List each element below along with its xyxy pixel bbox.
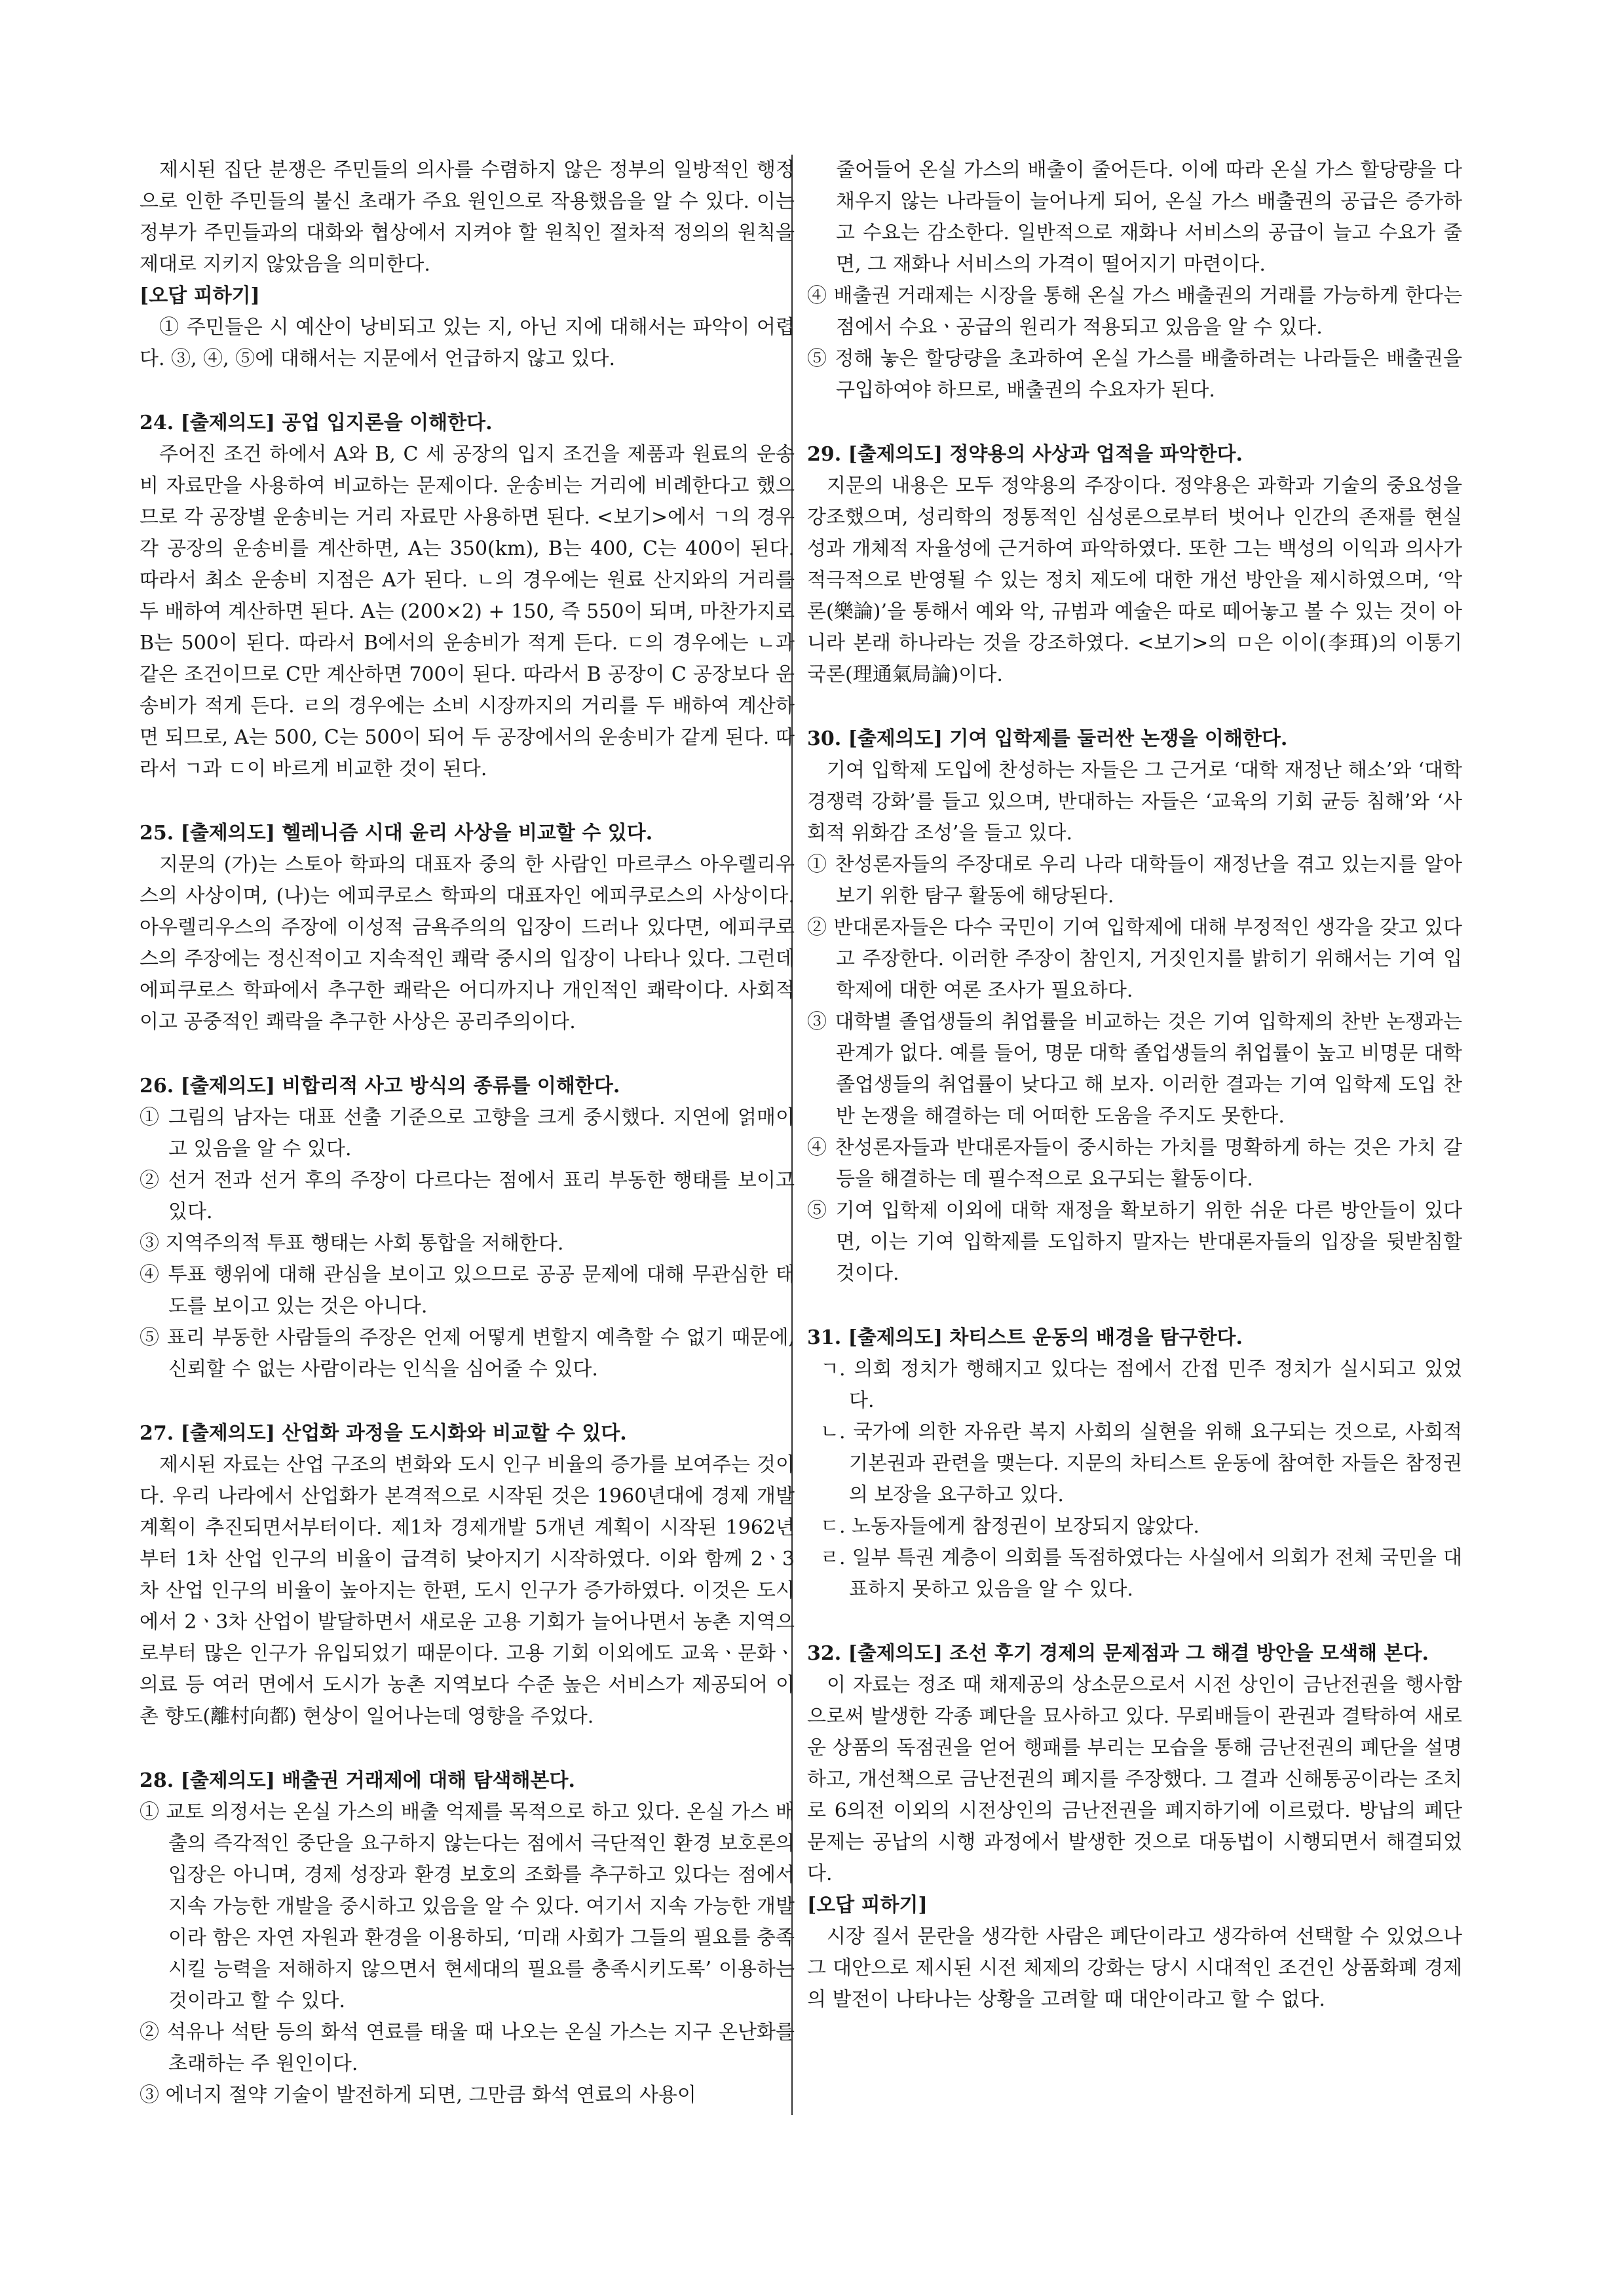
question-25-heading: 25. [출제의도] 헬레니즘 시대 윤리 사상을 비교할 수 있다. xyxy=(140,822,653,845)
question-31-item: ㄷ. 노동자들에게 참정권이 보장되지 않았다. xyxy=(820,1515,1199,1538)
intro-paragraph: 제시된 집단 분쟁은 주민들의 의사를 수렴하지 않은 정부의 일방적인 행정으로 인한 주민들의 불신 초래가 주요 원인으로 작용했음을 알 수 있다. 이는 정부가 주민들과의 대화와 협상에서 지켜야 할 원칙인 절차적 정의의 원칙을 제대로 지키지 않았음을 의미한다. xyxy=(140,159,795,276)
question-26-item: ② 선거 전과 선거 후의 주장이 다르다는 점에서 표리 부동한 행태를 보이고 있다. xyxy=(140,1169,795,1223)
question-24-text: 주어진 조건 하에서 A와 B, C 세 공장의 입지 조건을 제품과 원료의 운송비 자료만을 사용하여 비교하는 문제이다. 운송비는 거리에 비례한다고 했으므로 각 공장별 운송비는 거리 자료만 사용하면 된다. <보기>에서 ㄱ의 경우 각 공장의 운송비를 계산하면, A는 350(km), B는 400, C는 400이 된다. 따라서 최소 운송비 지점은 A가 된다. ㄴ의 경우에는 원료 산지와의 거리를 두 배하여 계산하면 된다. A는 (200×2) + 150, 즉 550이 되며, 마찬가지로 B는 500이 된다. 따라서 B에서의 운송비가 적게 든다. ㄷ의 경우에는 ㄴ과 같은 조건이므로 C만 계산하면 700이 된다. 따라서 B 공장이 C 공장보다 운송비가 적게 든다. ㄹ의 경우에는 소비 시장까지의 거리를 두 배하여 계산하면 되므로, A는 500, C는 500이 되어 두 공장에서의 운송비가 같게 된다. 따라서 ㄱ과 ㄷ이 바르게 비교한 것이 된다. xyxy=(140,443,795,780)
question-31-item: ㄴ. 국가에 의한 자유란 복지 사회의 실현을 위해 요구되는 것으로, 사회적 기본권과 관련을 맺는다. 지문의 차티스트 운동에 참여한 자들은 참정권의 보장을 요구하고 있다. xyxy=(820,1421,1462,1506)
question-28-heading: 28. [출제의도] 배출권 거래제에 대해 탐색해본다. xyxy=(140,1769,575,1792)
question-26-item: ④ 투표 행위에 대해 관심을 보이고 있으므로 공공 문제에 대해 무관심한 태도를 보이고 있는 것은 아니다. xyxy=(140,1263,795,1318)
question-29-heading: 29. [출제의도] 정약용의 사상과 업적을 파악한다. xyxy=(807,443,1243,466)
question-26-heading: 26. [출제의도] 비합리적 사고 방식의 종류를 이해한다. xyxy=(140,1075,620,1098)
question-27-text: 제시된 자료는 산업 구조의 변화와 도시 인구 비율의 증가를 보여주는 것이다. 우리 나라에서 산업화가 본격적으로 시작된 것은 1960년대에 경제 개발 계획이 추진되면서부터이다. 제1차 경제개발 5개년 계획이 시작된 1962년부터 1차 산업 인구의 비율이 급격히 낮아지기 시작하였다. 이와 함께 2ㆍ3차 산업 인구의 비율이 높아지는 한편, 도시 인구가 증가하였다. 이것은 도시에서 2ㆍ3차 산업이 발달하면서 새로운 고용 기회가 늘어나면서 농촌 지역으로부터 많은 인구가 유입되었기 때문이다. 고용 기회 이외에도 교육ㆍ문화ㆍ의료 등 여러 면에서 도시가 농촌 지역보다 수준 높은 서비스가 제공되어 이촌 향도(離村向都) 현상이 일어나는데 영향을 주었다. xyxy=(140,1453,795,1728)
question-29-text: 지문의 내용은 모두 정약용의 주장이다. 정약용은 과학과 기술의 중요성을 강조했으며, 성리학의 정통적인 심성론으로부터 벗어나 인간의 존재를 현실성과 개체적 자율성에 근거하여 파악하였다. 또한 그는 백성의 이익과 의사가 적극적으로 반영될 수 있는 정치 제도에 대한 개선 방안을 제시하였으며, ‘악론(樂論)’을 통해서 예와 악, 규범과 예술은 따로 떼어놓고 볼 수 있는 것이 아니라 본래 하나라는 것을 강조하였다. <보기>의 ㅁ은 이이(李珥)의 이통기국론(理通氣局論)이다. xyxy=(807,474,1462,686)
question-30-item: ⑤ 기여 입학제 이외에 대학 재정을 확보하기 위한 쉬운 다른 방안들이 있다면, 이는 기여 입학제를 도입하지 말자는 반대론자들의 입장을 뒷받침할 것이다. xyxy=(807,1199,1462,1285)
question-30-item: ① 찬성론자들의 주장대로 우리 나라 대학들이 재정난을 겪고 있는지를 알아보기 위한 탐구 활동에 해당된다. xyxy=(807,853,1462,908)
left-column xyxy=(140,155,795,2111)
question-31-item: ㄹ. 일부 특권 계층이 의회를 독점하였다는 사실에서 의회가 전체 국민을 대표하지 못하고 있음을 알 수 있다. xyxy=(820,1546,1462,1601)
question-24-heading: 24. [출제의도] 공업 입지론을 이해한다. xyxy=(140,411,493,434)
question-32-heading: 32. [출제의도] 조선 후기 경제의 문제점과 그 해결 방안을 모색해 본다. xyxy=(807,1642,1429,1665)
question-28-item: ① 교토 의정서는 온실 가스의 배출 억제를 목적으로 하고 있다. 온실 가스 배출의 즉각적인 중단을 요구하지 않는다는 점에서 극단적인 환경 보호론의 입장은 아니며, 경제 성장과 환경 보호의 조화를 추구하고 있다는 점에서 지속 가능한 개발을 중시하고 있음을 알 수 있다. 여기서 지속 가능한 개발이라 함은 자연 자원과 환경을 이용하되, ‘미래 사회가 그들의 필요를 충족시킬 능력을 저해하지 않으면서 현세대의 필요를 충족시키도록’ 이용하는 것이라고 할 수 있다. xyxy=(140,1801,795,2012)
question-30-item: ③ 대학별 졸업생들의 취업률을 비교하는 것은 기여 입학제의 찬반 논쟁과는 관계가 없다. 예를 들어, 명문 대학 졸업생들의 취업률이 높고 비명문 대학 졸업생들의 취업률이 낮다고 해 보자. 이러한 결과는 기여 입학제 도입 찬반 논쟁을 해결하는 데 어떠한 도움을 주지도 못한다. xyxy=(807,1010,1462,1128)
wrong-answer-heading: [오답 피하기] xyxy=(807,1894,928,1917)
question-26-item: ③ 지역주의적 투표 행태는 사회 통합을 저해한다. xyxy=(140,1232,564,1255)
question-28-item: ② 석유나 석탄 등의 화석 연료를 태울 때 나오는 온실 가스는 지구 온난화를 초래하는 주 원인이다. xyxy=(140,2021,795,2075)
wrong-answer-heading: [오답 피하기] xyxy=(140,284,260,307)
question-26-item: ① 그림의 남자는 대표 선출 기준으로 고향을 크게 중시했다. 지연에 얽매이고 있음을 알 수 있다. xyxy=(140,1106,795,1160)
question-28-item: ⑤ 정해 놓은 할당량을 초과하여 온실 가스를 배출하려는 나라들은 배출권을 구입하여야 하므로, 배출권의 수요자가 된다. xyxy=(807,347,1462,402)
question-25-text: 지문의 (가)는 스토아 학파의 대표자 중의 한 사람인 마르쿠스 아우렐리우스의 사상이며, (나)는 에피쿠로스 학파의 대표자인 에피쿠로스의 사상이다. 아우렐리우스의 주장에 이성적 금욕주의의 입장이 드러나 있다면, 에피쿠로스의 주장에는 정신적이고 지속적인 쾌락 중시의 입장이 나타나 있다. 그런데 에피쿠로스 학파에서 추구한 쾌락은 어디까지나 개인적인 쾌락이다. 사회적이고 공중적인 쾌락을 추구한 사상은 공리주의이다. xyxy=(140,853,795,1033)
question-31-heading: 31. [출제의도] 차티스트 운동의 배경을 탐구한다. xyxy=(807,1326,1243,1349)
question-27-heading: 27. [출제의도] 산업화 과정을 도시화와 비교할 수 있다. xyxy=(140,1422,627,1445)
question-30-text: 기여 입학제 도입에 찬성하는 자들은 그 근거로 ‘대학 재정난 해소’와 ‘대학 경쟁력 강화’를 들고 있으며, 반대하는 자들은 ‘교육의 기회 균등 침해’와 ‘사회적 위화감 조성’을 들고 있다. xyxy=(807,759,1462,845)
question-32-text: 이 자료는 정조 때 채제공의 상소문으로서 시전 상인이 금난전권을 행사함으로써 발생한 각종 폐단을 묘사하고 있다. 무뢰배들이 관권과 결탁하여 새로운 상품의 독점권을 얻어 행패를 부리는 모습을 통해 금난전권의 폐단을 설명하고, 개선책으로 금난전권의 폐지를 주장했다. 그 결과 신해통공이라는 조치로 6의전 이외의 시전상인의 금난전권을 폐지하기에 이르렀다. 방납의 폐단 문제는 공납의 시행 과정에서 발생한 것으로 대동법이 시행되면서 해결되었다. xyxy=(807,1674,1462,1885)
question-30-heading: 30. [출제의도] 기여 입학제를 둘러싼 논쟁을 이해한다. xyxy=(807,727,1288,750)
right-column xyxy=(807,155,1462,2016)
question-30-item: ② 반대론자들은 다수 국민이 기여 입학제에 대해 부정적인 생각을 갖고 있다고 주장한다. 이러한 주장이 참인지, 거짓인지를 밝히기 위해서는 기여 입학제에 대한 여론 조사가 필요하다. xyxy=(807,916,1462,1002)
question-28-item: ④ 배출권 거래제는 시장을 통해 온실 가스 배출권의 거래를 가능하게 한다는 점에서 수요ㆍ공급의 원리가 적용되고 있음을 알 수 있다. xyxy=(807,284,1462,339)
question-31-item: ㄱ. 의회 정치가 행해지고 있다는 점에서 간접 민주 정치가 실시되고 있었다. xyxy=(820,1358,1462,1412)
question-28-item: ③ 에너지 절약 기술이 발전하게 되면, 그만큼 화석 연료의 사용이 xyxy=(140,2084,696,2107)
question-26-item: ⑤ 표리 부동한 사람들의 주장은 언제 어떻게 변할지 예측할 수 없기 때문에, 신뢰할 수 없는 사람이라는 인식을 심어줄 수 있다. xyxy=(140,1326,795,1381)
wrong-answer-text: 시장 질서 문란을 생각한 사람은 폐단이라고 생각하여 선택할 수 있었으나 그 대안으로 제시된 시전 체제의 강화는 당시 시대적인 조건인 상품화폐 경제의 발전이 나타나는 상황을 고려할 때 대안이라고 할 수 없다. xyxy=(807,1925,1462,2011)
wrong-answer-text: ① 주민들은 시 예산이 낭비되고 있는 지, 아닌 지에 대해서는 파악이 어렵다. ③, ④, ⑤에 대해서는 지문에서 언급하지 않고 있다. xyxy=(140,316,795,370)
question-30-item: ④ 찬성론자들과 반대론자들이 중시하는 가치를 명확하게 하는 것은 가치 갈등을 해결하는 데 필수적으로 요구되는 활동이다. xyxy=(807,1136,1462,1191)
question-28-continued: 줄어들어 온실 가스의 배출이 줄어든다. 이에 따라 온실 가스 할당량을 다 채우지 않는 나라들이 늘어나게 되어, 온실 가스 배출권의 공급은 증가하고 수요는 감소한다. 일반적으로 재화나 서비스의 공급이 늘고 수요가 줄면, 그 재화나 서비스의 가격이 떨어지기 마련이다. xyxy=(836,159,1462,276)
